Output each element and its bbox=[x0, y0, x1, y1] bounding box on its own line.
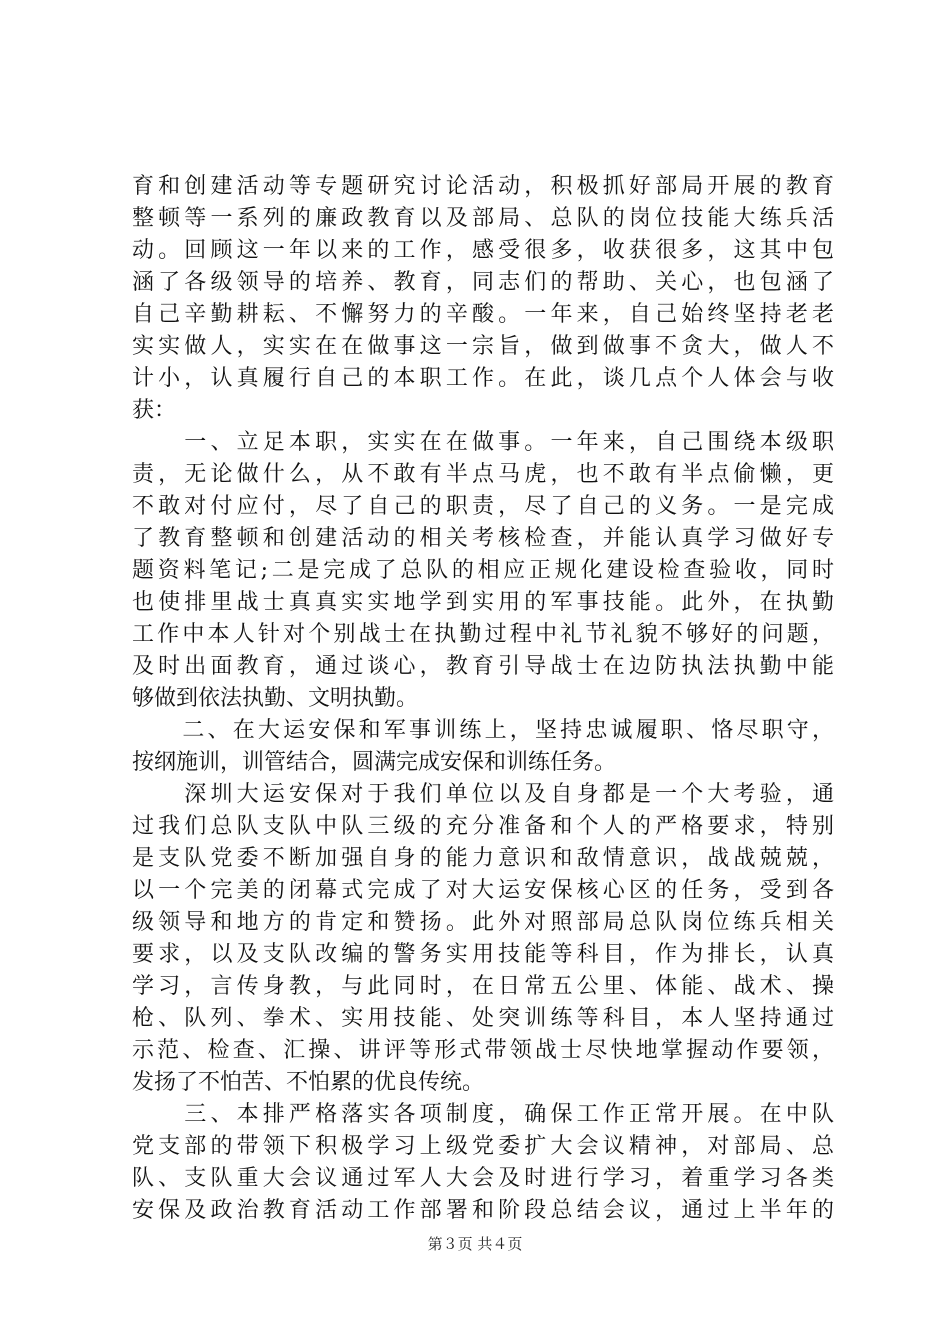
text-line: 获： bbox=[132, 398, 177, 423]
text-line: 发扬了不怕苦、不怕累的优良传统。 bbox=[132, 1070, 485, 1095]
text-line: 枪、队列、拳术、实用技能、处突训练等科目，本人坚持通过 bbox=[132, 1006, 834, 1031]
text-line: 责，无论做什么，从不敢有半点马虎，也不敢有半点偷懒，更 bbox=[132, 462, 834, 487]
text-line: 三、本排严格落实各项制度，确保工作正常开展。在中队 bbox=[132, 1102, 834, 1127]
text-line: 是支队党委不断加强自身的能力意识和敌情意识，战战兢兢， bbox=[132, 846, 834, 871]
text-line: 二、在大运安保和军事训练上，坚持忠诚履职、恪尽职守， bbox=[132, 718, 834, 743]
text-line: 队、支队重大会议通过军人大会及时进行学习，着重学习各类 bbox=[132, 1166, 834, 1191]
text-line: 不敢对付应付，尽了自己的职责，尽了自己的义务。一是完成 bbox=[132, 494, 834, 519]
text-line: 要求，以及支队改编的警务实用技能等科目，作为排长，认真 bbox=[132, 942, 834, 967]
text-line: 安保及政治教育活动工作部署和阶段总结会议，通过上半年的 bbox=[132, 1198, 834, 1223]
text-line: 够做到依法执勤、文明执勤。 bbox=[132, 686, 419, 711]
text-line: 了教育整顿和创建活动的相关考核检查，并能认真学习做好专 bbox=[132, 526, 834, 551]
text-line: 动。回顾这一年以来的工作，感受很多，收获很多，这其中包 bbox=[132, 238, 834, 263]
text-line: 级领导和地方的肯定和赞扬。此外对照部局总队岗位练兵相关 bbox=[132, 910, 834, 935]
text-line: 及时出面教育，通过谈心，教育引导战士在边防执法执勤中能 bbox=[132, 654, 834, 679]
text-line: 育和创建活动等专题研究讨论活动，积极抓好部局开展的教育 bbox=[132, 174, 834, 199]
text-line: 深圳大运安保对于我们单位以及自身都是一个大考验，通 bbox=[132, 782, 834, 807]
text-line: 也使排里战士真真实实地学到实用的军事技能。此外，在执勤 bbox=[132, 590, 834, 615]
text-line: 自己辛勤耕耘、不懈努力的辛酸。一年来，自己始终坚持老老 bbox=[132, 302, 834, 327]
text-line: 学习，言传身教，与此同时，在日常五公里、体能、战术、操 bbox=[132, 974, 834, 999]
text-line: 工作中本人针对个别战士在执勤过程中礼节礼貌不够好的问题， bbox=[132, 622, 834, 647]
text-line: 示范、检查、汇操、讲评等形式带领战士尽快地掌握动作要领， bbox=[132, 1038, 834, 1063]
document-body bbox=[132, 171, 834, 1227]
page-footer: 第３页 共４页 bbox=[427, 1235, 523, 1253]
text-line: 涵了各级领导的培养、教育，同志们的帮助、关心，也包涵了 bbox=[132, 270, 834, 295]
text-line: 过我们总队支队中队三级的充分准备和个人的严格要求，特别 bbox=[132, 814, 834, 839]
text-line: 按纲施训，训管结合，圆满完成安保和训练任务。 bbox=[132, 750, 617, 775]
text-line: 一、立足本职，实实在在做事。一年来，自己围绕本级职 bbox=[132, 430, 834, 455]
text-line: 实实做人，实实在在做事这一宗旨，做到做事不贪大，做人不 bbox=[132, 334, 834, 359]
text-line: 计小，认真履行自己的本职工作。在此，谈几点个人体会与收 bbox=[132, 366, 834, 391]
text-line: 以一个完美的闭幕式完成了对大运安保核心区的任务，受到各 bbox=[132, 878, 834, 903]
text-line: 题资料笔记;二是完成了总队的相应正规化建设检查验收，同时 bbox=[132, 558, 834, 583]
text-line: 整顿等一系列的廉政教育以及部局、总队的岗位技能大练兵活 bbox=[132, 206, 834, 231]
text-line: 党支部的带领下积极学习上级党委扩大会议精神，对部局、总 bbox=[132, 1134, 834, 1159]
